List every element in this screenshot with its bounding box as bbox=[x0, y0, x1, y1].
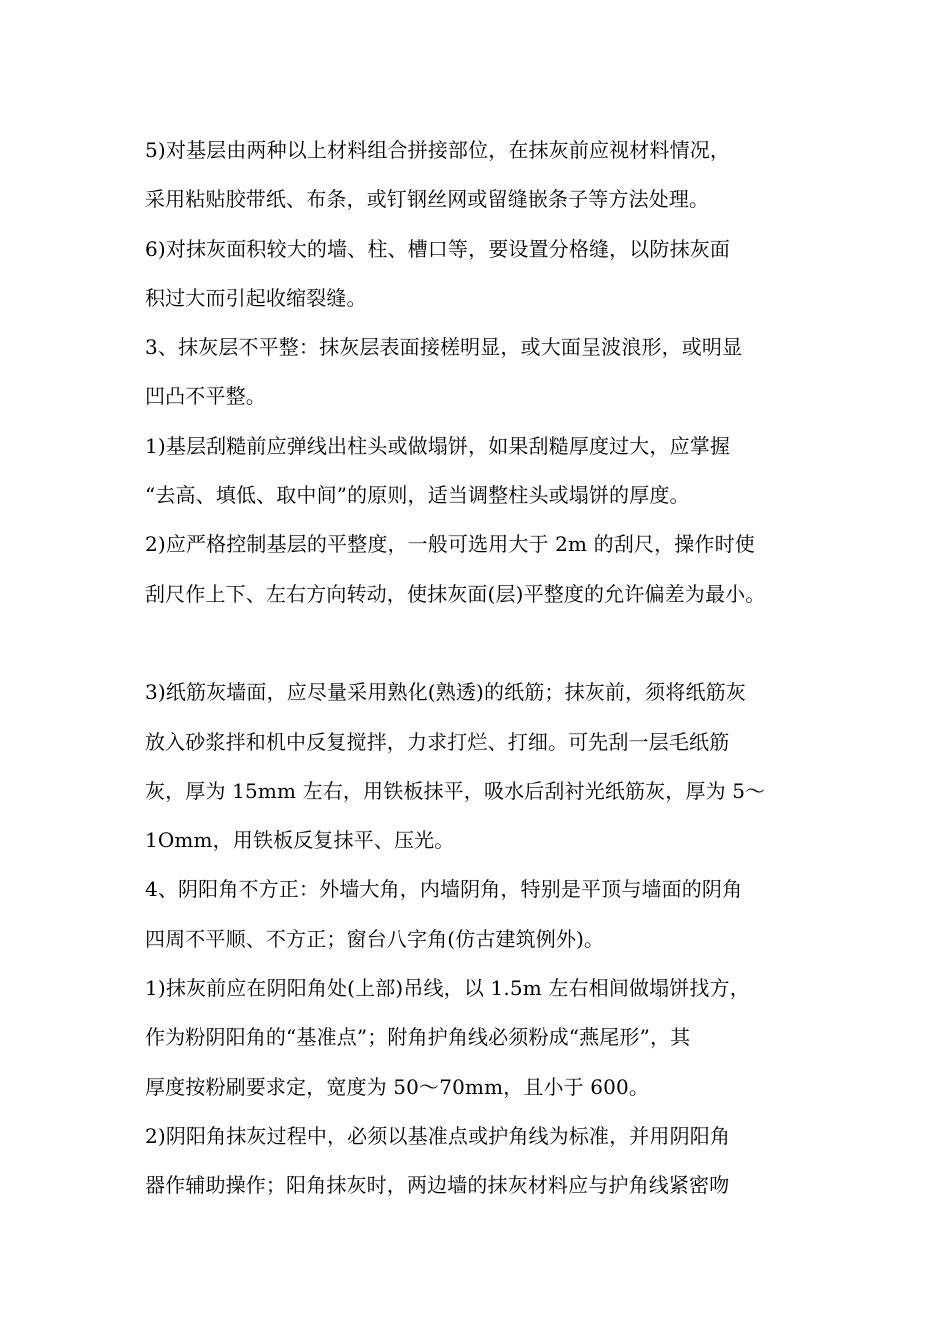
text-line: 灰，厚为 15mm 左右，用铁板抹平，吸水后刮衬光纸筋灰，厚为 5～ bbox=[145, 778, 766, 803]
text-line: “去高、填低、取中间”的原则，适当调整柱头或塌饼的厚度。 bbox=[145, 483, 690, 508]
text-line: 1Omm，用铁板反复抹平、压光。 bbox=[145, 828, 455, 853]
text-line: 2)阴阳角抹灰过程中，必须以基准点或护角线为标准，并用阴阳角 bbox=[145, 1123, 731, 1148]
text-line: 2)应严格控制基层的平整度，一般可选用大于 2m 的刮尺，操作时使 bbox=[145, 532, 755, 557]
document-body bbox=[145, 126, 825, 1211]
text-line: 4、阴阳角不方正：外墙大角，内墙阴角，特别是平顶与墙面的阴角 bbox=[145, 877, 743, 902]
text-line: 3)纸筋灰墙面，应尽量采用熟化(熟透)的纸筋；抹灰前，须将纸筋灰 bbox=[145, 680, 746, 705]
text-line: 3、抹灰层不平整：抹灰层表面接槎明显，或大面呈波浪形，或明显 bbox=[145, 335, 743, 360]
text-line: 器作辅助操作；阳角抹灰时，两边墙的抹灰材料应与护角线紧密吻 bbox=[145, 1173, 730, 1198]
text-line: 5)对基层由两种以上材料组合拼接部位，在抹灰前应视材料情况， bbox=[145, 138, 731, 162]
text-line: 积过大而引起收缩裂缝。 bbox=[145, 285, 367, 310]
text-line: 刮尺作上下、左右方向转动，使抹灰面(层)平整度的允许偏差为最小。 bbox=[145, 581, 766, 606]
text-line: 1)基层刮糙前应弹线出柱头或做塌饼，如果刮糙厚度过大，应掌握 bbox=[145, 433, 731, 458]
text-line: 四周不平顺、不方正；窗台八字角(仿古建筑例外)。 bbox=[145, 926, 605, 951]
text-line: 厚度按粉刷要求定，宽度为 50～70mm，且小于 600。 bbox=[145, 1074, 650, 1099]
text-line: 6)对抹灰面积较大的墙、柱、槽口等，要设置分格缝，以防抹灰面 bbox=[145, 236, 731, 261]
paragraph-gap bbox=[145, 619, 825, 668]
text-line: 放入砂浆拌和机中反复搅拌，力求打烂、打细。可先刮一层毛纸筋 bbox=[145, 729, 730, 754]
text-line: 采用粘贴胶带纸、布条，或钉钢丝网或留缝嵌条子等方法处理。 bbox=[145, 187, 710, 212]
text-line: 1)抹灰前应在阴阳角处(上部)吊线，以 1.5m 左右相间做塌饼找方， bbox=[145, 976, 750, 1001]
text-line: 凹凸不平整。 bbox=[145, 384, 266, 409]
text-line: 作为粉阴阳角的“基准点”；附角护角线必须粉成“燕尾形”，其 bbox=[145, 1025, 691, 1050]
